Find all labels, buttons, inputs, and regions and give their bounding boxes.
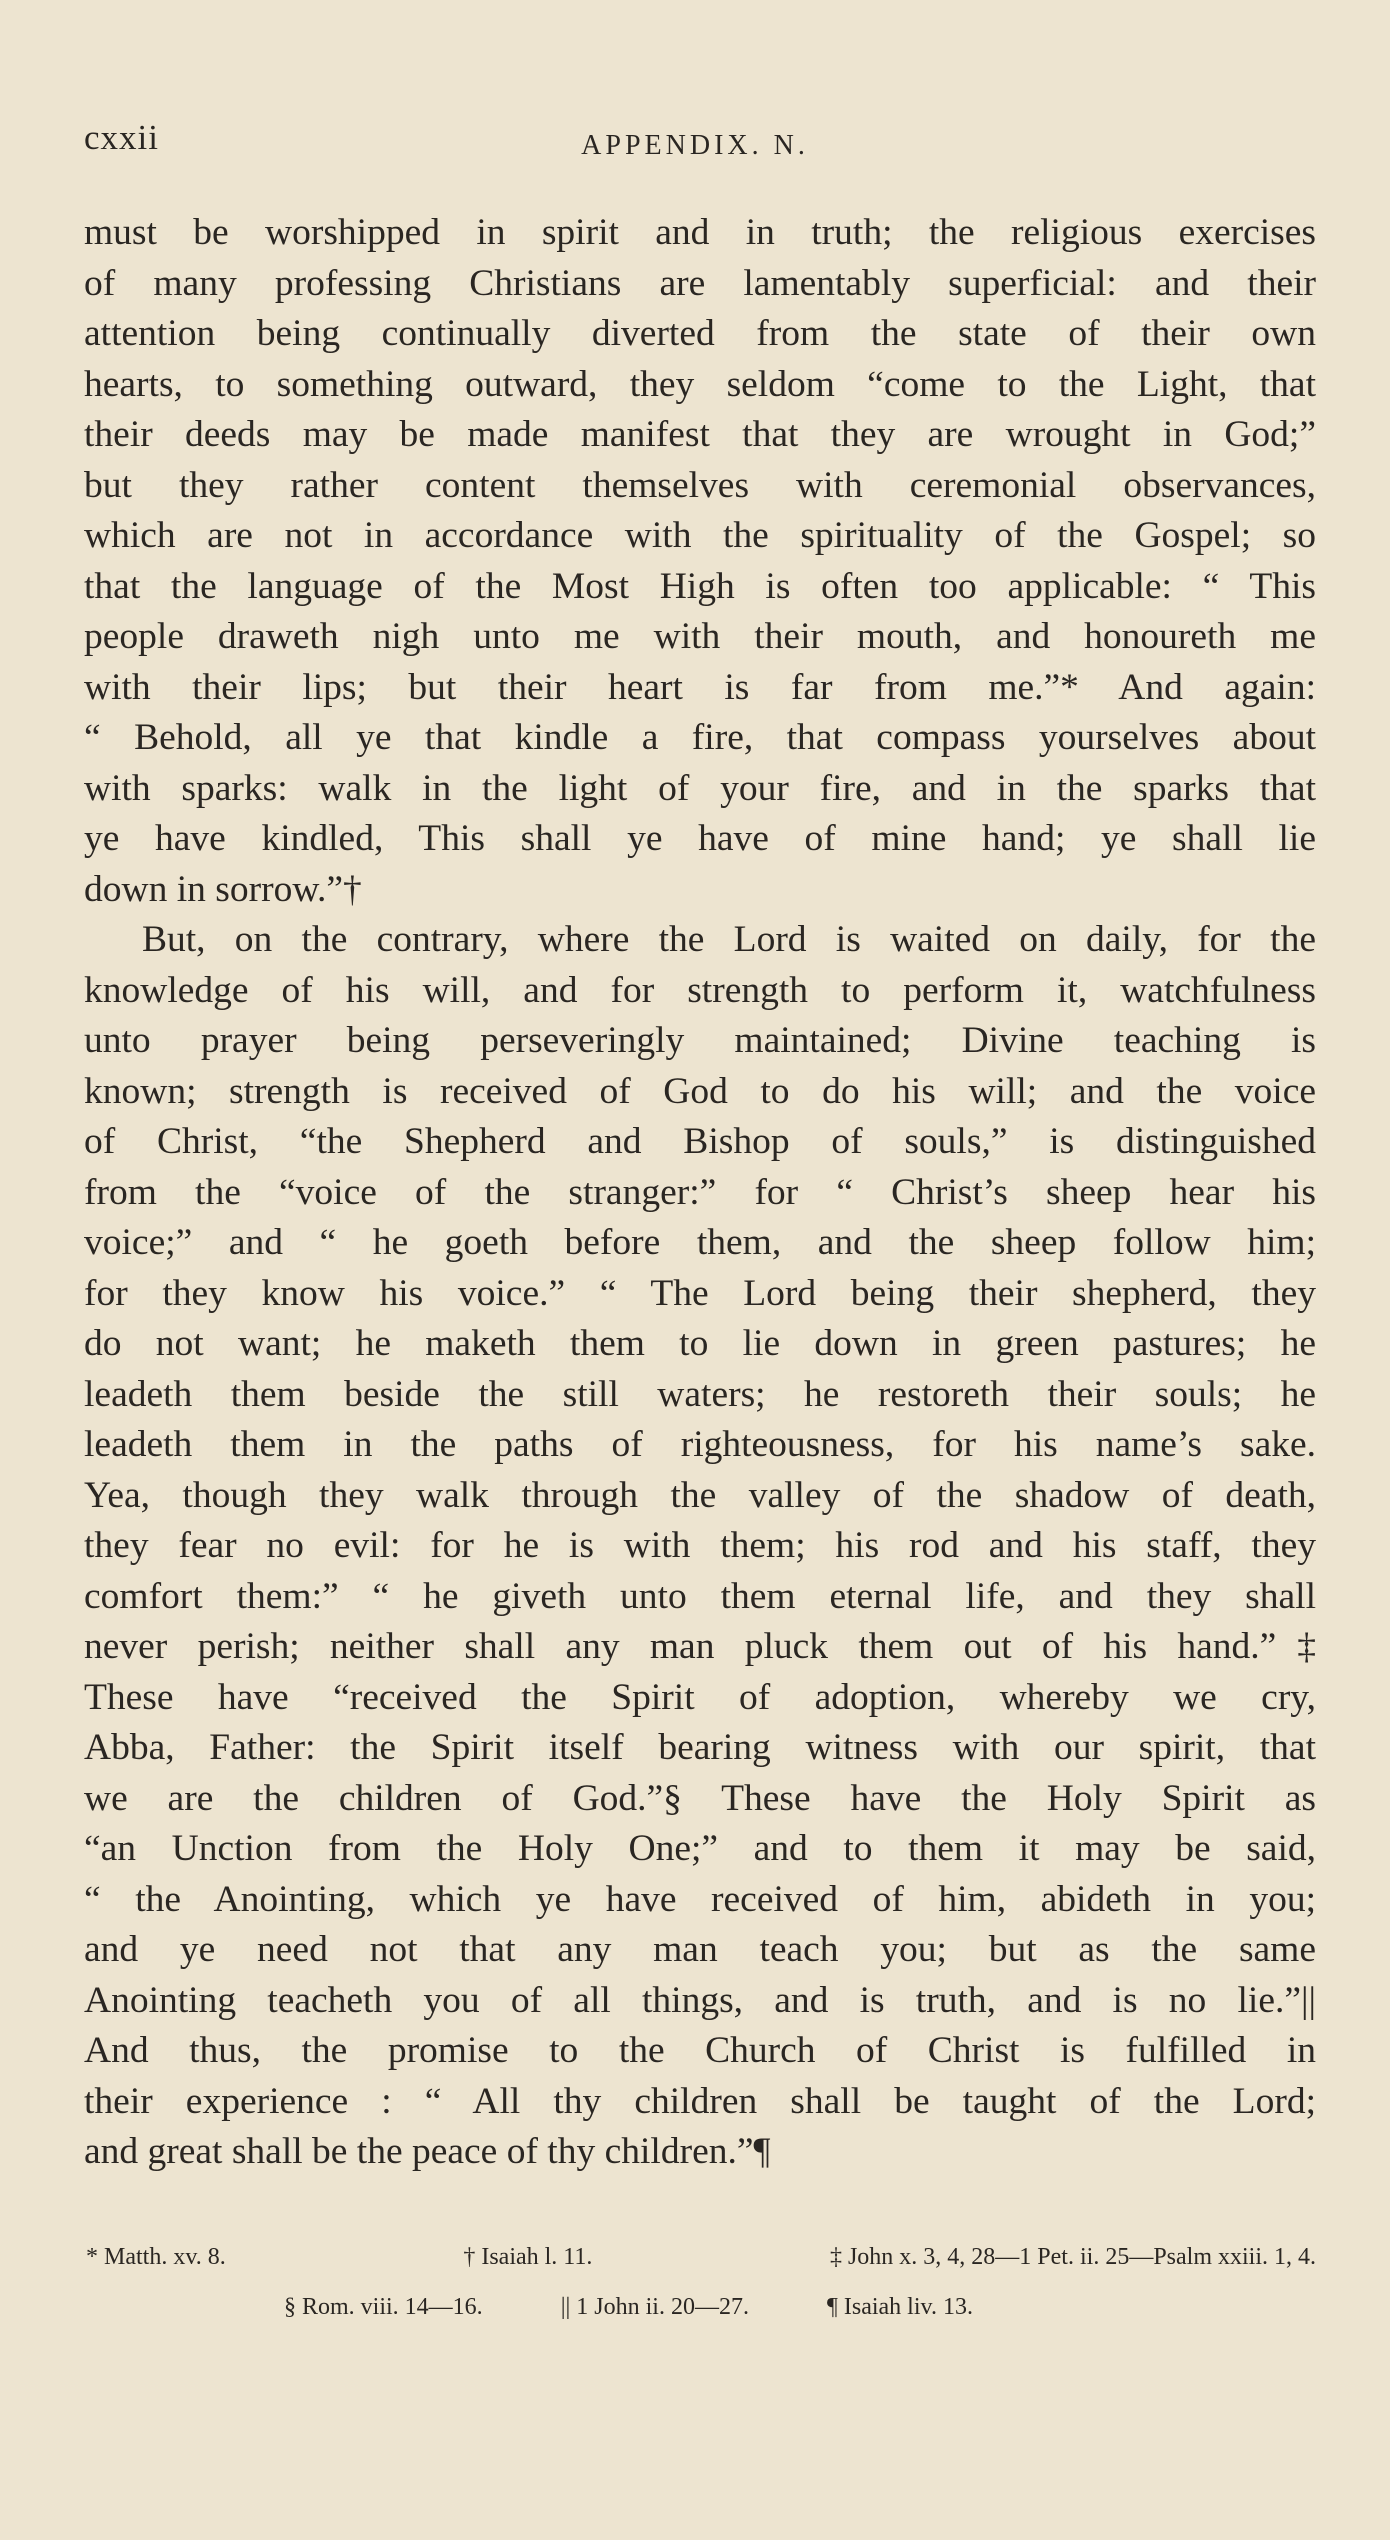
- footnote: * Matth. xv. 8.: [86, 2244, 226, 2270]
- body-text: [84, 208, 1316, 2178]
- text-line: from the “voice of the stranger:” for “ Christ’s sheep hear his: [84, 1171, 1316, 1213]
- text-line: and great shall be the peace of thy children.”¶: [84, 2131, 771, 2172]
- text-line: with their lips; but their heart is far from me.”* And again:: [84, 666, 1316, 708]
- footnote: † Isaiah l. 11.: [463, 2244, 593, 2270]
- page-number: cxxii: [84, 118, 159, 157]
- text-line: of many professing Christians are lamentably superficial: and their: [84, 262, 1316, 304]
- footnote: § Rom. viii. 14—16.: [284, 2294, 483, 2320]
- text-line: but they rather content themselves with ceremonial observances,: [84, 464, 1316, 506]
- footnote: || 1 John ii. 20—27.: [560, 2294, 749, 2320]
- text-line: These have “received the Spirit of adoption, whereby we cry,: [84, 1676, 1316, 1718]
- text-line: Abba, Father: the Spirit itself bearing witness with our spirit, that: [84, 1727, 1316, 1768]
- text-line: we are the children of God.”§ These have the Holy Spirit as: [84, 1777, 1316, 1819]
- text-line: ye have kindled, This shall ye have of mine hand; ye shall lie: [84, 818, 1316, 859]
- text-line: knowledge of his will, and for strength to perform it, watchfulness: [84, 969, 1316, 1011]
- text-line: they fear no evil: for he is with them; his rod and his staff, they: [84, 1525, 1316, 1566]
- text-line: do not want; he maketh them to lie down in green pastures; he: [84, 1323, 1316, 1364]
- text-line: and ye need not that any man teach you; but as the same: [84, 1929, 1316, 1970]
- text-line: Anointing teacheth you of all things, and is truth, and is no lie.”||: [84, 1979, 1316, 2021]
- footnote-row: [84, 2282, 1316, 2332]
- footnote: ‡ John x. 3, 4, 28—1 Pet. ii. 25—Psalm xxiii. 1, 4.: [829, 2244, 1316, 2270]
- text-line: voice;” and “ he goeth before them, and the sheep follow him;: [84, 1222, 1316, 1263]
- text-line: leadeth them beside the still waters; he restoreth their souls; he: [84, 1373, 1316, 1415]
- text-line: down in sorrow.”†: [84, 868, 362, 910]
- text-line: “ the Anointing, which ye have received of him, abideth in you;: [84, 1878, 1316, 1920]
- text-line: which are not in accordance with the spirituality of the Gospel; so: [84, 515, 1316, 556]
- text-line: people draweth nigh unto me with their mouth, and honoureth me: [84, 616, 1316, 657]
- footnote: ¶ Isaiah liv. 13.: [826, 2294, 973, 2320]
- text-line: of Christ, “the Shepherd and Bishop of souls,” is distinguished: [84, 1121, 1316, 1162]
- text-line: Yea, though they walk through the valley of the shadow of death,: [84, 1474, 1316, 1516]
- text-line: their deeds may be made manifest that they are wrought in God;”: [84, 414, 1316, 455]
- text-line: “an Unction from the Holy One;” and to them it may be said,: [84, 1828, 1316, 1869]
- page-header: [84, 118, 1306, 168]
- text-line: their experience : “ All thy children shall be taught of the Lord;: [84, 2080, 1316, 2122]
- text-line: known; strength is received of God to do his will; and the voice: [84, 1070, 1316, 1112]
- text-line: that the language of the Most High is often too applicable: “ This: [84, 565, 1316, 607]
- text-line: “ Behold, all ye that kindle a fire, that compass yourselves about: [84, 717, 1316, 758]
- text-line: comfort them:” “ he giveth unto them eternal life, and they shall: [84, 1575, 1316, 1617]
- text-line: never perish; neither shall any man pluck them out of his hand.”‡: [84, 1626, 1316, 1667]
- text-line: hearts, to something outward, they seldom “come to the Light, that: [84, 363, 1316, 405]
- text-line: But, on the contrary, where the Lord is waited on daily, for the: [142, 919, 1316, 960]
- text-line: with sparks: walk in the light of your fire, and in the sparks that: [84, 767, 1316, 809]
- running-head: APPENDIX. N.: [581, 130, 809, 161]
- text-line: unto prayer being perseveringly maintained; Divine teaching is: [84, 1020, 1316, 1061]
- text-line: attention being continually diverted from the state of their own: [84, 313, 1316, 354]
- footnotes: [84, 2232, 1316, 2332]
- footnote-row: [84, 2232, 1316, 2282]
- text-line: And thus, the promise to the Church of Christ is fulfilled in: [84, 2030, 1316, 2071]
- text-line: leadeth them in the paths of righteousness, for his name’s sake.: [84, 1424, 1316, 1465]
- text-line: for they know his voice.” “ The Lord being their shepherd, they: [84, 1272, 1316, 1314]
- text-line: must be worshipped in spirit and in truth; the religious exercises: [84, 212, 1316, 253]
